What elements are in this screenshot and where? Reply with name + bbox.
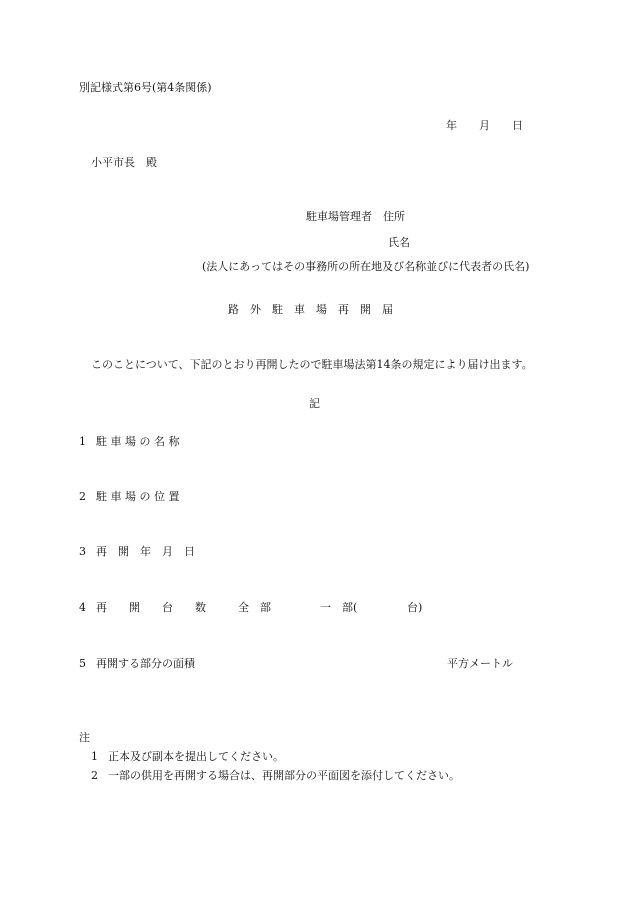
item-1-number: 1 — [79, 435, 86, 448]
item-4-part-label: 一 部( — [320, 601, 358, 614]
item-1-label: 駐 車 場 の 名 称 — [96, 435, 180, 448]
addressee: 小平市長 殿 — [91, 156, 157, 169]
item-3-label: 再 開 年 月 日 — [96, 545, 195, 558]
item-4-all-label: 全 部 — [238, 601, 271, 614]
item-4-unit-label: 台) — [407, 601, 423, 614]
corporation-note: (法人にあってはその事務所の所在地及び名称並びに代表者の氏名) — [202, 260, 530, 273]
item-5-number: 5 — [79, 657, 86, 670]
note-2-text: 一部の供用を再開する場合は、再開部分の平面図を添付してください。 — [108, 769, 460, 782]
notes-heading: 注 — [79, 731, 90, 744]
item-3-number: 3 — [79, 545, 86, 558]
item-4-label: 再 開 台 数 — [96, 601, 206, 614]
note-1-text: 正本及び副本を提出してください。 — [108, 750, 284, 763]
ki-label: 記 — [309, 397, 320, 410]
item-5-area-unit: 平方メートル — [447, 657, 513, 670]
name-label: 氏名 — [388, 236, 410, 249]
manager-address-label: 駐車場管理者 住所 — [306, 210, 405, 223]
form-label: 別記様式第6号(第4条関係) — [79, 81, 212, 94]
item-5-label: 再開する部分の面積 — [96, 657, 195, 670]
intro-text: このことについて、下記のとおり再開したので駐車場法第14条の規定により届け出ます。 — [91, 358, 533, 371]
item-4-number: 4 — [79, 601, 86, 614]
item-2-label: 駐 車 場 の 位 置 — [96, 490, 180, 503]
note-2-number: 2 — [91, 769, 98, 782]
date-line: 年 月 日 — [446, 119, 523, 132]
item-2-number: 2 — [79, 490, 86, 503]
document-title: 路 外 駐 車 場 再 開 届 — [228, 303, 393, 316]
note-1-number: 1 — [91, 750, 98, 763]
